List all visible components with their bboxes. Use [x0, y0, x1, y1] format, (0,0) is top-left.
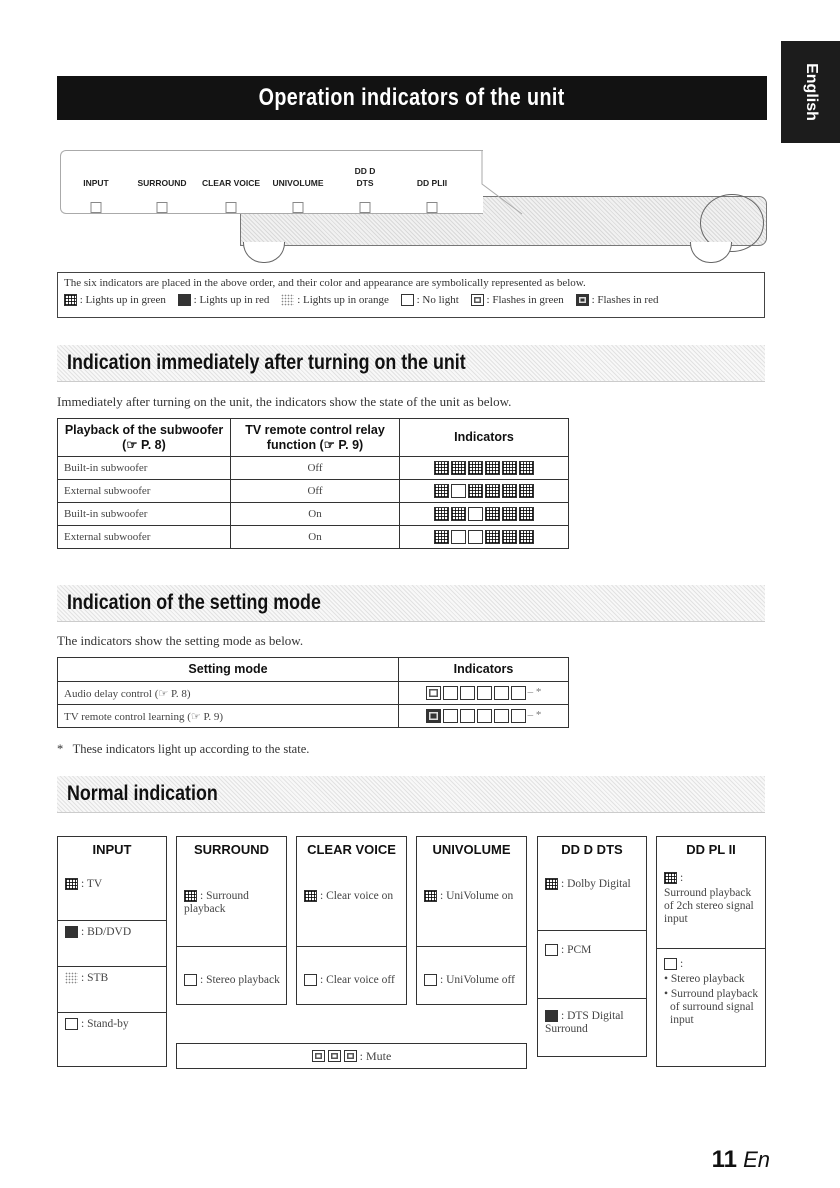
- indicator-symbol-off-icon: [401, 294, 414, 306]
- normal-cell: [664, 872, 760, 926]
- indicator-symbol-green-icon: [485, 484, 500, 498]
- cell-divider: [537, 998, 647, 999]
- indicator-symbol-green-icon: [485, 461, 500, 475]
- indicator-symbol-flash-green-icon: [426, 686, 441, 700]
- indicator-symbol-off-icon: [477, 709, 492, 723]
- indicator-symbol-off-icon: [304, 974, 317, 986]
- indicator-symbol-off-icon: [451, 530, 466, 544]
- indicator-symbol-green-icon: [519, 484, 534, 498]
- mute-indication: [176, 1043, 527, 1069]
- cell-subwoofer: Built-in subwoofer: [58, 503, 231, 526]
- unit-foot-left: [243, 242, 285, 263]
- indicator-led: [293, 202, 304, 213]
- normal-cell: [65, 878, 161, 891]
- indicator-led: [360, 202, 371, 213]
- cell-indicators: [400, 457, 569, 480]
- normal-cell-text: : Clear voice off: [320, 974, 395, 986]
- indicator-symbol-off-icon: [511, 686, 526, 700]
- normal-cell-text: : TV: [81, 878, 103, 890]
- table-row: [58, 457, 569, 480]
- footnote-ref: – *: [527, 709, 542, 721]
- cell-subwoofer: Built-in subwoofer: [58, 457, 231, 480]
- indicator-row: [434, 484, 534, 498]
- footnote: [57, 742, 309, 757]
- indicator-led: [427, 202, 438, 213]
- indicator-symbol-green-icon: [434, 507, 449, 521]
- indicator-label-pl2: DD PLII: [416, 178, 448, 188]
- legend-item-label: : No light: [413, 294, 459, 306]
- cell-divider: [57, 966, 167, 967]
- indicator-symbol-flash-green-icon: [344, 1050, 357, 1062]
- indicator-symbol-orange-icon: [281, 294, 294, 306]
- indicator-label-clear-voice: CLEAR VOICE: [201, 178, 261, 188]
- normal-cell: [545, 878, 641, 891]
- legend-item: [281, 294, 388, 306]
- page-number: 11 En: [711, 1146, 770, 1173]
- indicator-symbol-green-icon: [545, 878, 558, 890]
- indicator-symbol-flash-green-icon: [328, 1050, 341, 1062]
- indicator-label-univolume: UNIVOLUME: [272, 178, 324, 188]
- indicator-symbol-green-icon: [434, 530, 449, 544]
- normal-cell: [424, 890, 521, 903]
- cell-indicators: [399, 682, 569, 705]
- legend-item: [576, 294, 659, 306]
- cell-divider: [296, 946, 407, 947]
- normal-cell: [545, 944, 641, 957]
- indicator-symbol-off-icon: [468, 507, 483, 521]
- indicator-symbol-green-icon: [664, 872, 677, 884]
- col-header-indicators: Indicators: [399, 658, 569, 682]
- normal-cell-text: : Stand-by: [81, 1018, 129, 1030]
- cell-divider: [57, 1012, 167, 1013]
- indicator-symbol-flash-red-icon: [426, 709, 441, 723]
- cell-indicators: [399, 705, 569, 728]
- table-row: [58, 682, 569, 705]
- footnote-text: These indicators light up according to the state.: [72, 742, 310, 756]
- normal-cell: [184, 890, 281, 916]
- normal-cell-text: : UniVolume off: [440, 974, 515, 986]
- indicator-symbol-green-icon: [434, 484, 449, 498]
- indicator-symbol-green-icon: [451, 461, 466, 475]
- cell-indicators: [400, 480, 569, 503]
- cell-divider: [537, 930, 647, 931]
- indicator-symbol-green-icon: [468, 461, 483, 475]
- indicator-symbol-red-icon: [545, 1010, 558, 1022]
- col-header-subwoofer: Playback of the subwoofer (☞ P. 8): [58, 419, 231, 457]
- normal-cell-text: : STB: [81, 972, 109, 984]
- legend-item: [64, 294, 166, 306]
- indicator-symbol-green-icon: [184, 890, 197, 902]
- normal-cell: [65, 1018, 161, 1031]
- setting-mode-table: [57, 657, 569, 728]
- legend-item-label: : Lights up in red: [190, 294, 270, 306]
- normal-cell: [664, 958, 760, 1027]
- indicator-symbol-off-icon: [443, 686, 458, 700]
- callout-pointer: [478, 150, 528, 216]
- indicator-symbol-green-icon: [485, 507, 500, 521]
- indicator-symbol-green-icon: [468, 484, 483, 498]
- footnote-mark: *: [57, 742, 64, 756]
- indicator-symbol-green-icon: [519, 530, 534, 544]
- indicator-logo-dolby: DD D: [354, 166, 376, 176]
- indicator-symbol-green-icon: [502, 530, 517, 544]
- indicator-symbol-green-icon: [304, 890, 317, 902]
- normal-col-header: UNIVOLUME: [416, 836, 527, 862]
- page-title: Operation indicators of the unit: [57, 76, 767, 120]
- indicator-label-surround: SURROUND: [137, 178, 187, 188]
- section-intro: Immediately after turning on the unit, the indicators show the state of the unit as below.: [57, 394, 512, 409]
- unit-foot-right: [690, 242, 732, 263]
- normal-cell-bullet: • Stereo playback: [664, 973, 745, 985]
- legend-item-label: : Flashes in red: [588, 294, 659, 306]
- normal-cell-text: : Stereo playback: [200, 974, 280, 986]
- indicator-symbol-red-icon: [65, 926, 78, 938]
- indicator-symbol-green-icon: [424, 890, 437, 902]
- indicator-symbol-off-icon: [664, 958, 677, 970]
- indicator-symbol-off-icon: [460, 686, 475, 700]
- table-row: [58, 526, 569, 549]
- indicator-label-input: INPUT: [83, 178, 109, 188]
- indicator-symbol-off-icon: [494, 686, 509, 700]
- normal-cell-text: : Dolby Digital: [561, 878, 631, 890]
- indicator-symbol-off-icon: [468, 530, 483, 544]
- col-header-setting-mode: Setting mode: [58, 658, 399, 682]
- normal-col-header: CLEAR VOICE: [296, 836, 407, 862]
- cell-relay: Off: [231, 457, 400, 480]
- indicator-symbol-off-icon: [451, 484, 466, 498]
- indicator-symbol-green-icon: [64, 294, 77, 306]
- section-intro: The indicators show the setting mode as below.: [57, 633, 304, 648]
- indicator-row: [434, 461, 534, 475]
- cell-divider: [57, 920, 167, 921]
- normal-cell-text: : PCM: [561, 944, 592, 956]
- cell-setting-mode: Audio delay control (☞ P. 8): [58, 682, 399, 705]
- indicator-symbol-red-icon: [178, 294, 191, 306]
- indicator-symbol-green-icon: [65, 878, 78, 890]
- indicator-symbol-green-icon: [502, 484, 517, 498]
- normal-cell-text: : DTS Digital Surround: [545, 1010, 624, 1035]
- indicator-symbol-off-icon: [511, 709, 526, 723]
- indicator-symbol-green-icon: [434, 461, 449, 475]
- indicator-symbol-off-icon: [545, 944, 558, 956]
- normal-col-header: DD PL II: [656, 836, 766, 862]
- page-lang: En: [743, 1147, 770, 1172]
- indicator-led: [226, 202, 237, 213]
- indicator-symbol-green-icon: [519, 507, 534, 521]
- legend-item: [471, 294, 564, 306]
- indicator-led: [91, 202, 102, 213]
- indicator-row: [434, 507, 534, 521]
- cell-divider: [416, 946, 527, 947]
- normal-cell-text: :: [680, 872, 684, 884]
- indicator-row: [434, 530, 534, 544]
- startup-table: [57, 418, 569, 549]
- indicator-symbol-off-icon: [494, 709, 509, 723]
- cell-indicators: [400, 526, 569, 549]
- normal-col-body: [57, 861, 167, 1067]
- indicator-symbol-green-icon: [451, 507, 466, 521]
- indicator-row: [426, 686, 542, 700]
- footnote-ref: – *: [527, 686, 542, 698]
- legend-item-label: : Lights up in green: [77, 294, 166, 306]
- legend-item-label: : Flashes in green: [483, 294, 564, 306]
- indicator-symbol-flash-green-icon: [312, 1050, 325, 1062]
- normal-cell-desc: Surround playback of 2ch stereo signal input: [664, 887, 754, 925]
- indicator-symbol-off-icon: [424, 974, 437, 986]
- indicator-led: [157, 202, 168, 213]
- normal-col-header: SURROUND: [176, 836, 287, 862]
- section-header-setting-mode: Indication of the setting mode: [57, 585, 765, 622]
- cell-indicators: [400, 503, 569, 526]
- indicator-symbol-off-icon: [477, 686, 492, 700]
- cell-relay: Off: [231, 480, 400, 503]
- cell-relay: On: [231, 503, 400, 526]
- cell-divider: [176, 946, 287, 947]
- normal-col-header: INPUT: [57, 836, 167, 862]
- legend-item: [178, 294, 270, 306]
- normal-col-header: DD D DTS: [537, 836, 647, 862]
- indicator-symbol-green-icon: [519, 461, 534, 475]
- col-header-indicators: Indicators: [400, 419, 569, 457]
- section-header-normal: Normal indication: [57, 776, 765, 813]
- table-row: [58, 480, 569, 503]
- normal-cell: [424, 974, 521, 987]
- indicator-symbol-off-icon: [65, 1018, 78, 1030]
- language-tab: English: [781, 41, 840, 143]
- indicator-symbol-flash-red-icon: [576, 294, 589, 306]
- cell-subwoofer: External subwoofer: [58, 480, 231, 503]
- normal-cell-text: :: [680, 958, 684, 970]
- normal-cell: [304, 974, 401, 987]
- legend-item-label: : Lights up in orange: [294, 294, 389, 306]
- indicator-symbol-green-icon: [502, 461, 517, 475]
- normal-cell-text: : Surround playback: [184, 890, 249, 915]
- normal-cell: [65, 972, 161, 985]
- mute-label: : Mute: [359, 1048, 392, 1063]
- table-row: [58, 705, 569, 728]
- indicator-symbol-green-icon: [485, 530, 500, 544]
- normal-cell: [65, 926, 161, 939]
- cell-divider: [656, 948, 766, 949]
- normal-cell-bullet: • Surround playback of surround signal input: [664, 988, 759, 1026]
- indicator-row: [426, 709, 542, 723]
- indicator-symbol-green-icon: [502, 507, 517, 521]
- indicator-symbol-orange-icon: [65, 972, 78, 984]
- normal-cell-text: : BD/DVD: [81, 926, 132, 938]
- section-header-startup: Indication immediately after turning on the unit: [57, 345, 765, 382]
- normal-cell: [184, 974, 281, 987]
- col-header-relay: TV remote control relay function (☞ P. 9): [231, 419, 400, 457]
- indicator-symbol-off-icon: [443, 709, 458, 723]
- indicator-symbol-flash-green-icon: [471, 294, 484, 306]
- legend-intro: The six indicators are placed in the above order, and their color and appearance are symbolically represented as below.: [64, 277, 586, 289]
- table-row: [58, 503, 569, 526]
- indicator-label-dts: DTS: [356, 178, 374, 188]
- normal-cell: [304, 890, 401, 903]
- legend-items: [64, 294, 758, 306]
- cell-subwoofer: External subwoofer: [58, 526, 231, 549]
- indicator-symbol-off-icon: [460, 709, 475, 723]
- normal-cell-text: : UniVolume on: [440, 890, 514, 902]
- normal-cell-text: : Clear voice on: [320, 890, 394, 902]
- cell-setting-mode: TV remote control learning (☞ P. 9): [58, 705, 399, 728]
- normal-cell: [545, 1010, 641, 1036]
- cell-relay: On: [231, 526, 400, 549]
- legend-item: [401, 294, 459, 306]
- indicator-symbol-off-icon: [184, 974, 197, 986]
- symbol-legend: [57, 272, 765, 318]
